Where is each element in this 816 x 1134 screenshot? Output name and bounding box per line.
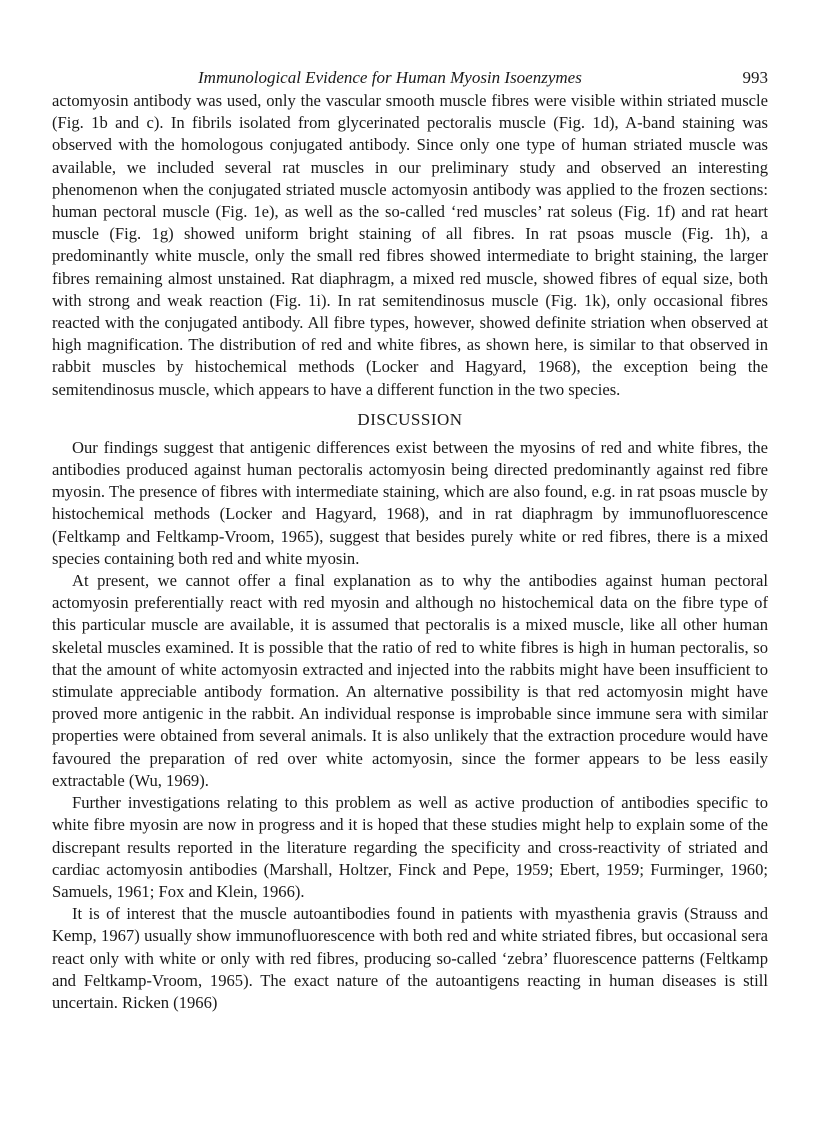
page xyxy=(52,62,768,1014)
section-heading-discussion: DISCUSSION xyxy=(357,409,463,429)
page-number: 993 xyxy=(742,68,768,87)
running-title: Immunological Evidence for Human Myosin Isoenzymes xyxy=(198,68,582,87)
paragraph-discussion-3: Further investigations relating to this problem as well as active production of antibodies specific to white fibre myosin are now in progress and it is hoped that these studies might help to explain some of the discrepant results reported in the literature regarding the specificity and cross-reactivity of striated and cardiac actomyosin antibodies (Marshall, Holtzer, Finck and Pepe, 1959; Ebert, 1959; Furminger, 1960; Samuels, 1961; Fox and Klein, 1966). xyxy=(52,793,768,901)
paragraph-discussion-1: Our findings suggest that antigenic differences exist between the myosins of red and white fibres, the antibodies produced against human pectoralis actomyosin being directed predominantly against red fibre myosin. The presence of fibres with intermediate staining, which are also found, e.g. in rat psoas muscle by histochemical methods (Locker and Hagyard, 1968), and in rat diaphragm by immunofluorescence (Feltkamp and Feltkamp-Vroom, 1965), suggest that besides purely white or red fibres, there is a mixed species containing both red and white myosin. xyxy=(52,437,768,568)
paragraph-discussion-4: It is of interest that the muscle autoantibodies found in patients with myasthenia gravis (Strauss and Kemp, 1967) usually show immunofluorescence with both red and white striated fibres, but occasional sera react only with white or only with red fibres, producing so-called ‘zebra’ fluorescence patterns (Feltkamp and Feltkamp-Vroom, 1965). The exact nature of the autoantigens reacting in human diseases is still uncertain. Ricken (1966) xyxy=(52,904,768,1012)
paragraph-discussion-2: At present, we cannot offer a final explanation as to why the antibodies against human pectoral actomyosin preferentially react with red myosin and although no histochemical data on the fibre type of this particular muscle are available, it is assumed that pectoralis is a mixed muscle, like all other human skeletal muscles examined. It is possible that the ratio of red to white fibres is high in human pectoralis, so that the amount of white actomyosin extracted and injected into the rabbits might have been insufficient to stimulate appreciable antibody formation. An alternative possibility is that red actomyosin might have proved more antigenic in the rabbit. An individual response is improbable since immune sera with similar properties were obtained from several animals. It is also unlikely that the extraction procedure would have favoured the preparation of red over white actomyosin, since the former appears to be less easily extractable (Wu, 1969). xyxy=(52,571,768,790)
running-head xyxy=(52,62,768,90)
paragraph-results-continued: actomyosin antibody was used, only the vascular smooth muscle fibres were visible within striated muscle (Fig. 1b and c). In fibrils isolated from glycerinated pectoralis muscle (Fig. 1d), A-band staining was observed with the homologous conjugated antibody. Since only one type of human striated muscle was available, we included several rat muscles in our preliminary study and observed an interesting phenomenon when the conjugated striated muscle actomyosin antibody was applied to the frozen sections: human pectoral muscle (Fig. 1e), as well as the so-called ‘red muscles’ rat soleus (Fig. 1f) and rat heart muscle (Fig. 1g) showed uniform bright staining of all fibres. In rat psoas muscle (Fig. 1h), a predominantly white muscle, only the small red fibres showed intermediate to bright staining, the larger fibres remaining almost unstained. Rat diaphragm, a mixed red muscle, showed fibres of equal size, both with strong and weak reaction (Fig. 1i). In rat semitendinosus muscle (Fig. 1k), only occasional fibres reacted with the conjugated antibody. All fibre types, however, showed definite striation when observed at high magnification. The distribution of red and white fibres, as shown here, is similar to that observed in rabbit muscles by histochemical methods (Locker and Hagyard, 1968), the exception being the semitendinosus muscle, which appears to have a different function in the two species. xyxy=(52,91,768,399)
